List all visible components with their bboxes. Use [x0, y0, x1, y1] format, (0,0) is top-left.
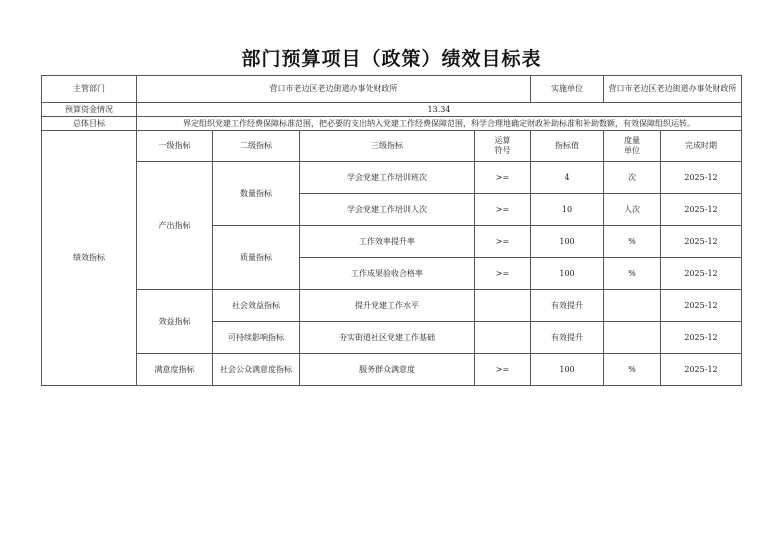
header-operator-line2: 符号 — [494, 146, 511, 155]
goal-value: 界定组织党建工作经费保障标准范围，把必要的支出纳入党建工作经费保障范围，科学合理地确定财政补助标准和补助数额，有效保障组织运转。 — [137, 117, 742, 131]
indicator-date: 2025-12 — [661, 194, 742, 226]
indicator-date: 2025-12 — [661, 290, 742, 322]
output-indicator-label: 产出指标 — [137, 162, 213, 290]
indicator-name: 学会党建工作培训班次 — [300, 162, 475, 194]
indicator-value: 10 — [531, 194, 604, 226]
goal-label: 总体目标 — [42, 117, 137, 131]
indicator-unit: % — [604, 354, 661, 386]
indicator-name: 服务群众满意度 — [300, 354, 475, 386]
public-satisfaction-label: 社会公众满意度指标 — [213, 354, 300, 386]
indicator-value: 4 — [531, 162, 604, 194]
indicator-operator: >= — [475, 354, 531, 386]
indicator-operator: >= — [475, 162, 531, 194]
dept-label: 主管部门 — [42, 76, 137, 103]
quantity-indicator-label: 数量指标 — [213, 162, 300, 226]
header-date: 完成时期 — [661, 131, 742, 162]
header-unit-line2: 单位 — [624, 146, 640, 155]
dept-value: 营口市老边区老边街道办事处财政所 — [137, 76, 531, 103]
header-value: 指标值 — [531, 131, 604, 162]
indicator-unit — [604, 322, 661, 354]
indicator-value: 100 — [531, 258, 604, 290]
header-operator-line1: 运算 — [494, 136, 511, 145]
indicator-unit: 人次 — [604, 194, 661, 226]
indicator-unit: % — [604, 258, 661, 290]
indicator-operator: >= — [475, 194, 531, 226]
impl-unit-label: 实施单位 — [531, 76, 604, 103]
indicator-date: 2025-12 — [661, 162, 742, 194]
indicator-value: 有效提升 — [531, 290, 604, 322]
indicator-unit: % — [604, 226, 661, 258]
quality-indicator-label: 质量指标 — [213, 226, 300, 290]
budget-value: 13.34 — [137, 103, 742, 117]
indicator-unit: 次 — [604, 162, 661, 194]
header-level1: 一级指标 — [137, 131, 213, 162]
social-benefit-label: 社会效益指标 — [213, 290, 300, 322]
indicator-operator — [475, 290, 531, 322]
table-row — [42, 290, 742, 322]
sustainable-impact-label: 可持续影响指标 — [213, 322, 300, 354]
header-unit-line1: 度量 — [624, 136, 640, 145]
header-row — [42, 131, 742, 162]
table-row — [42, 354, 742, 386]
impl-unit-value: 营口市老边区老边街道办事处财政所 — [604, 76, 742, 103]
benefit-indicator-label: 效益指标 — [137, 290, 213, 354]
indicator-date: 2025-12 — [661, 258, 742, 290]
header-unit — [604, 131, 661, 162]
indicator-operator: >= — [475, 226, 531, 258]
indicator-name: 工作成果验收合格率 — [300, 258, 475, 290]
indicator-name: 提升党建工作水平 — [300, 290, 475, 322]
header-level2: 二级指标 — [213, 131, 300, 162]
budget-label: 预算资金情况 — [42, 103, 137, 117]
table-row — [42, 162, 742, 194]
indicator-name: 夯实街道社区党建工作基础 — [300, 322, 475, 354]
indicator-date: 2025-12 — [661, 322, 742, 354]
indicator-value: 100 — [531, 226, 604, 258]
satisfaction-indicator-label: 满意度指标 — [137, 354, 213, 386]
indicator-value: 100 — [531, 354, 604, 386]
dept-row — [42, 76, 742, 103]
indicator-value: 有效提升 — [531, 322, 604, 354]
indicator-name: 工作效率提升率 — [300, 226, 475, 258]
indicator-date: 2025-12 — [661, 354, 742, 386]
indicator-operator — [475, 322, 531, 354]
indicator-operator: >= — [475, 258, 531, 290]
page-title: 部门预算项目（政策）绩效目标表 — [241, 48, 542, 70]
budget-row — [42, 103, 742, 117]
goal-row — [42, 117, 742, 131]
indicator-name: 学会党建工作培训人次 — [300, 194, 475, 226]
header-level3: 三级指标 — [300, 131, 475, 162]
performance-target-table — [41, 75, 742, 386]
perf-indicator-label: 绩效指标 — [42, 131, 137, 386]
header-operator — [475, 131, 531, 162]
indicator-unit — [604, 290, 661, 322]
indicator-date: 2025-12 — [661, 226, 742, 258]
